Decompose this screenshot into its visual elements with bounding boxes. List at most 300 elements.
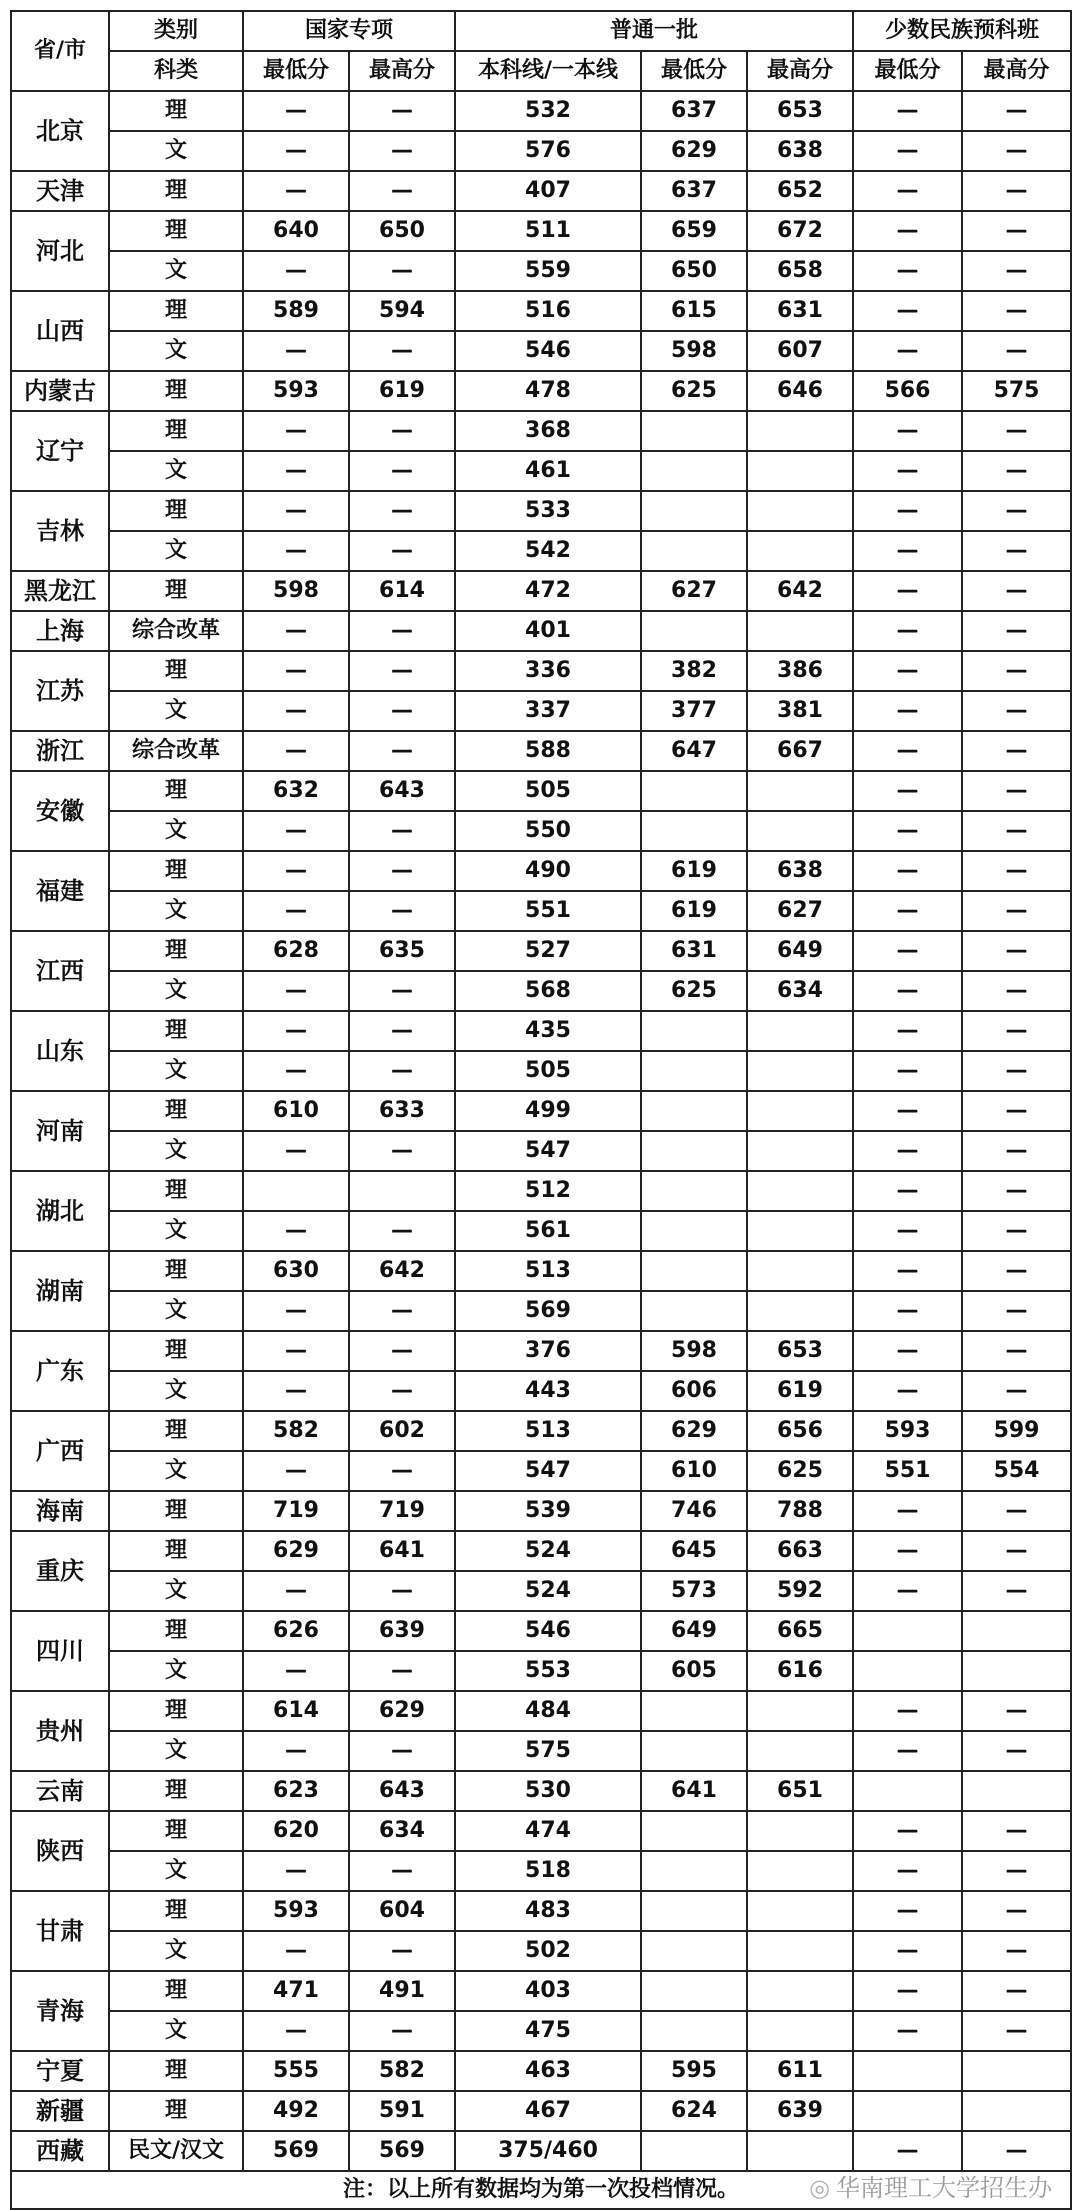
national-max-cell: —: [349, 1851, 455, 1891]
table-row: [11, 91, 1071, 131]
subject-cell: 理: [109, 2091, 243, 2131]
general-max-cell: [747, 1051, 853, 1091]
minority-max-cell: —: [962, 851, 1071, 891]
subject-cell: 理: [109, 1811, 243, 1851]
control-line-cell: 463: [455, 2051, 641, 2091]
minority-max-cell: —: [962, 1691, 1071, 1731]
minority-min-cell: [853, 1651, 962, 1691]
control-line-cell: 576: [455, 131, 641, 171]
province-cell: 吉林: [11, 491, 109, 571]
province-cell: 湖北: [11, 1171, 109, 1251]
minority-min-cell: [853, 2091, 962, 2131]
control-line-cell: 524: [455, 1531, 641, 1571]
national-min-cell: 471: [243, 1971, 349, 2011]
national-min-cell: —: [243, 451, 349, 491]
general-min-cell: 647: [641, 731, 747, 771]
general-max-cell: 627: [747, 891, 853, 931]
minority-max-cell: —: [962, 451, 1071, 491]
national-min-cell: —: [243, 331, 349, 371]
minority-min-cell: [853, 2051, 962, 2091]
control-line-cell: 511: [455, 211, 641, 251]
minority-max-cell: —: [962, 531, 1071, 571]
general-min-cell: 659: [641, 211, 747, 251]
national-max-cell: —: [349, 491, 455, 531]
national-max-cell: —: [349, 1371, 455, 1411]
national-max-cell: [349, 1171, 455, 1211]
general-max-cell: [747, 1131, 853, 1171]
general-min-cell: 615: [641, 291, 747, 331]
table-row: [11, 1571, 1071, 1611]
control-line-cell: 546: [455, 331, 641, 371]
table-row: [11, 1891, 1071, 1931]
minority-max-cell: —: [962, 571, 1071, 611]
control-line-cell: 461: [455, 451, 641, 491]
national-max-cell: 634: [349, 1811, 455, 1851]
table-row: [11, 811, 1071, 851]
national-min-cell: —: [243, 91, 349, 131]
general-max-cell: [747, 491, 853, 531]
table-row: [11, 491, 1071, 531]
watermark: [809, 2176, 1052, 2200]
minority-min-cell: —: [853, 2131, 962, 2171]
national-max-cell: 604: [349, 1891, 455, 1931]
national-max-cell: —: [349, 411, 455, 451]
subject-cell: 文: [109, 891, 243, 931]
national-max-cell: 602: [349, 1411, 455, 1451]
table-row: [11, 971, 1071, 1011]
province-cell: 辽宁: [11, 411, 109, 491]
minority-max-cell: —: [962, 811, 1071, 851]
national-min-cell: 610: [243, 1091, 349, 1131]
minority-min-cell: 593: [853, 1411, 962, 1451]
minority-min-cell: —: [853, 1931, 962, 1971]
minority-min-cell: —: [853, 1811, 962, 1851]
national-min-cell: —: [243, 651, 349, 691]
national-min-cell: —: [243, 811, 349, 851]
province-cell: 甘肃: [11, 1891, 109, 1971]
table-row: [11, 731, 1071, 771]
minority-max-cell: —: [962, 1891, 1071, 1931]
general-max-cell: 656: [747, 1411, 853, 1451]
minority-max-cell: —: [962, 691, 1071, 731]
minority-max-cell: —: [962, 131, 1071, 171]
minority-max-cell: —: [962, 1091, 1071, 1131]
national-max-cell: 719: [349, 1491, 455, 1531]
general-min-cell: [641, 611, 747, 651]
national-min-cell: —: [243, 891, 349, 931]
general-min-cell: 650: [641, 251, 747, 291]
control-line-cell: 569: [455, 1291, 641, 1331]
general-max-cell: [747, 2011, 853, 2051]
general-min-cell: [641, 2011, 747, 2051]
minority-min-cell: —: [853, 1731, 962, 1771]
minority-min-cell: —: [853, 811, 962, 851]
minority-max-cell: —: [962, 1211, 1071, 1251]
general-max-cell: [747, 1931, 853, 1971]
control-line-cell: 403: [455, 1971, 641, 2011]
table-row: [11, 2131, 1071, 2171]
control-line-cell: 575: [455, 1731, 641, 1771]
table-row: [11, 1211, 1071, 1251]
national-min-cell: 623: [243, 1771, 349, 1811]
national-max-cell: 633: [349, 1091, 455, 1131]
table-row: [11, 371, 1071, 411]
national-max-cell: —: [349, 1651, 455, 1691]
national-min-cell: 628: [243, 931, 349, 971]
table-row: [11, 1051, 1071, 1091]
general-max-cell: [747, 1091, 853, 1131]
general-min-cell: 631: [641, 931, 747, 971]
subject-cell: 理: [109, 571, 243, 611]
national-max-cell: —: [349, 531, 455, 571]
province-cell: 新疆: [11, 2091, 109, 2131]
national-max-cell: —: [349, 651, 455, 691]
national-min-cell: 593: [243, 371, 349, 411]
minority-max-cell: —: [962, 1491, 1071, 1531]
table-row: [11, 291, 1071, 331]
subject-cell: 理: [109, 411, 243, 451]
subject-cell: 理: [109, 2051, 243, 2091]
national-min-cell: 569: [243, 2131, 349, 2171]
control-line-cell: 553: [455, 1651, 641, 1691]
header-minority-prep: 少数民族预科班: [853, 11, 1071, 51]
subject-cell: 文: [109, 691, 243, 731]
minority-min-cell: 566: [853, 371, 962, 411]
subject-cell: 理: [109, 651, 243, 691]
general-max-cell: 665: [747, 1611, 853, 1651]
subject-cell: 文: [109, 1451, 243, 1491]
national-min-cell: 629: [243, 1531, 349, 1571]
table-row: [11, 531, 1071, 571]
minority-max-cell: —: [962, 411, 1071, 451]
minority-max-cell: [962, 2091, 1071, 2131]
wechat-icon: ◎: [809, 2174, 831, 2202]
national-min-cell: —: [243, 491, 349, 531]
general-min-cell: 645: [641, 1531, 747, 1571]
general-max-cell: [747, 531, 853, 571]
control-line-cell: 407: [455, 171, 641, 211]
minority-min-cell: 551: [853, 1451, 962, 1491]
national-min-cell: 630: [243, 1251, 349, 1291]
minority-max-cell: 554: [962, 1451, 1071, 1491]
general-max-cell: 386: [747, 651, 853, 691]
general-max-cell: 646: [747, 371, 853, 411]
national-max-cell: —: [349, 971, 455, 1011]
national-min-cell: 589: [243, 291, 349, 331]
general-max-cell: 649: [747, 931, 853, 971]
minority-min-cell: —: [853, 411, 962, 451]
national-max-cell: 641: [349, 1531, 455, 1571]
control-line-cell: 443: [455, 1371, 641, 1411]
header-general-min: 最低分: [641, 51, 747, 91]
minority-max-cell: —: [962, 1331, 1071, 1371]
national-max-cell: —: [349, 691, 455, 731]
control-line-cell: 550: [455, 811, 641, 851]
national-max-cell: 619: [349, 371, 455, 411]
general-max-cell: [747, 1011, 853, 1051]
subject-cell: 理: [109, 1411, 243, 1451]
control-line-cell: 527: [455, 931, 641, 971]
header-subject: 科类: [109, 51, 243, 91]
province-cell: 海南: [11, 1491, 109, 1531]
general-max-cell: 653: [747, 91, 853, 131]
general-max-cell: 788: [747, 1491, 853, 1531]
table-row: [11, 131, 1071, 171]
province-cell: 天津: [11, 171, 109, 211]
minority-min-cell: —: [853, 531, 962, 571]
minority-max-cell: —: [962, 891, 1071, 931]
minority-max-cell: —: [962, 1731, 1071, 1771]
national-max-cell: —: [349, 451, 455, 491]
control-line-cell: 478: [455, 371, 641, 411]
minority-min-cell: —: [853, 1891, 962, 1931]
minority-min-cell: —: [853, 1331, 962, 1371]
general-min-cell: 619: [641, 851, 747, 891]
table-row: [11, 1131, 1071, 1171]
general-max-cell: 638: [747, 851, 853, 891]
general-max-cell: [747, 1691, 853, 1731]
control-line-cell: 368: [455, 411, 641, 451]
subject-cell: 理: [109, 211, 243, 251]
minority-min-cell: —: [853, 1851, 962, 1891]
table-row: [11, 1491, 1071, 1531]
general-max-cell: [747, 1891, 853, 1931]
national-min-cell: 620: [243, 1811, 349, 1851]
province-cell: 河北: [11, 211, 109, 291]
watermark-text: 华南理工大学招生办: [836, 2174, 1053, 2202]
general-max-cell: 642: [747, 571, 853, 611]
minority-max-cell: —: [962, 1131, 1071, 1171]
national-min-cell: 593: [243, 1891, 349, 1931]
subject-cell: 文: [109, 811, 243, 851]
general-min-cell: [641, 1891, 747, 1931]
general-min-cell: 595: [641, 2051, 747, 2091]
header-national-special: 国家专项: [243, 11, 455, 51]
minority-max-cell: 599: [962, 1411, 1071, 1451]
control-line-cell: 490: [455, 851, 641, 891]
minority-max-cell: —: [962, 1251, 1071, 1291]
minority-min-cell: —: [853, 1571, 962, 1611]
national-max-cell: —: [349, 1451, 455, 1491]
minority-min-cell: —: [853, 1091, 962, 1131]
general-max-cell: 381: [747, 691, 853, 731]
province-cell: 西藏: [11, 2131, 109, 2171]
minority-min-cell: [853, 1771, 962, 1811]
control-line-cell: 588: [455, 731, 641, 771]
province-cell: 云南: [11, 1771, 109, 1811]
header-national-min: 最低分: [243, 51, 349, 91]
national-max-cell: —: [349, 611, 455, 651]
province-cell: 四川: [11, 1611, 109, 1691]
control-line-cell: 547: [455, 1131, 641, 1171]
minority-min-cell: —: [853, 171, 962, 211]
minority-min-cell: —: [853, 91, 962, 131]
header-general-max: 最高分: [747, 51, 853, 91]
minority-min-cell: —: [853, 1691, 962, 1731]
minority-min-cell: —: [853, 211, 962, 251]
general-min-cell: 610: [641, 1451, 747, 1491]
national-min-cell: —: [243, 1131, 349, 1171]
minority-min-cell: —: [853, 1371, 962, 1411]
general-min-cell: [641, 1291, 747, 1331]
national-min-cell: —: [243, 1051, 349, 1091]
general-max-cell: 652: [747, 171, 853, 211]
general-max-cell: 638: [747, 131, 853, 171]
general-max-cell: [747, 1211, 853, 1251]
control-line-cell: 547: [455, 1451, 641, 1491]
subject-cell: 理: [109, 1611, 243, 1651]
subject-cell: 文: [109, 971, 243, 1011]
table-note: [11, 2171, 1071, 2209]
province-cell: 浙江: [11, 731, 109, 771]
national-min-cell: —: [243, 691, 349, 731]
subject-cell: 文: [109, 1851, 243, 1891]
national-max-cell: 582: [349, 2051, 455, 2091]
subject-cell: 文: [109, 1291, 243, 1331]
general-min-cell: [641, 1851, 747, 1891]
national-min-cell: 582: [243, 1411, 349, 1451]
minority-max-cell: —: [962, 1531, 1071, 1571]
general-max-cell: 658: [747, 251, 853, 291]
table-row: [11, 1011, 1071, 1051]
national-min-cell: 640: [243, 211, 349, 251]
general-min-cell: 619: [641, 891, 747, 931]
province-cell: 广西: [11, 1411, 109, 1491]
province-cell: 江西: [11, 931, 109, 1011]
header-category: 类别: [109, 11, 243, 51]
table-row: [11, 211, 1071, 251]
national-min-cell: 492: [243, 2091, 349, 2131]
minority-min-cell: —: [853, 1131, 962, 1171]
national-min-cell: 632: [243, 771, 349, 811]
general-min-cell: 382: [641, 651, 747, 691]
minority-max-cell: —: [962, 211, 1071, 251]
control-line-cell: 475: [455, 2011, 641, 2051]
minority-min-cell: —: [853, 251, 962, 291]
province-cell: 江苏: [11, 651, 109, 731]
control-line-cell: 539: [455, 1491, 641, 1531]
subject-cell: 理: [109, 91, 243, 131]
minority-min-cell: —: [853, 651, 962, 691]
table-row: [11, 1771, 1071, 1811]
national-min-cell: —: [243, 1931, 349, 1971]
table-row: [11, 1971, 1071, 2011]
general-min-cell: 637: [641, 91, 747, 131]
subject-cell: 理: [109, 1771, 243, 1811]
table-row: [11, 171, 1071, 211]
general-min-cell: 629: [641, 1411, 747, 1451]
province-cell: 山西: [11, 291, 109, 371]
subject-cell: 文: [109, 331, 243, 371]
national-max-cell: —: [349, 171, 455, 211]
control-line-cell: 376: [455, 1331, 641, 1371]
subject-cell: 理: [109, 931, 243, 971]
subject-cell: 理: [109, 171, 243, 211]
minority-max-cell: —: [962, 971, 1071, 1011]
control-line-cell: 505: [455, 771, 641, 811]
general-max-cell: [747, 1731, 853, 1771]
minority-min-cell: —: [853, 691, 962, 731]
minority-max-cell: [962, 1771, 1071, 1811]
control-line-cell: 532: [455, 91, 641, 131]
general-min-cell: [641, 491, 747, 531]
province-cell: 重庆: [11, 1531, 109, 1611]
national-min-cell: —: [243, 851, 349, 891]
subject-cell: 理: [109, 1691, 243, 1731]
national-max-cell: —: [349, 851, 455, 891]
table-row: [11, 851, 1071, 891]
minority-max-cell: —: [962, 1011, 1071, 1051]
table-row: [11, 611, 1071, 651]
subject-cell: 文: [109, 451, 243, 491]
minority-min-cell: —: [853, 1171, 962, 1211]
national-max-cell: —: [349, 131, 455, 171]
minority-max-cell: —: [962, 1051, 1071, 1091]
subject-cell: 文: [109, 1131, 243, 1171]
national-min-cell: —: [243, 1011, 349, 1051]
general-min-cell: 598: [641, 331, 747, 371]
table-row: [11, 1171, 1071, 1211]
control-line-cell: 516: [455, 291, 641, 331]
minority-min-cell: —: [853, 1531, 962, 1571]
national-min-cell: —: [243, 1291, 349, 1331]
subject-cell: 理: [109, 1171, 243, 1211]
national-max-cell: —: [349, 251, 455, 291]
table-row: [11, 1531, 1071, 1571]
national-min-cell: —: [243, 1851, 349, 1891]
control-line-cell: 513: [455, 1411, 641, 1451]
control-line-cell: 505: [455, 1051, 641, 1091]
general-min-cell: 641: [641, 1771, 747, 1811]
control-line-cell: 484: [455, 1691, 641, 1731]
national-max-cell: —: [349, 1731, 455, 1771]
province-cell: 上海: [11, 611, 109, 651]
province-cell: 北京: [11, 91, 109, 171]
minority-max-cell: —: [962, 1851, 1071, 1891]
general-max-cell: [747, 451, 853, 491]
subject-cell: 理: [109, 1331, 243, 1371]
national-min-cell: —: [243, 1571, 349, 1611]
control-line-cell: 518: [455, 1851, 641, 1891]
province-cell: 青海: [11, 1971, 109, 2051]
control-line-cell: 435: [455, 1011, 641, 1051]
minority-min-cell: —: [853, 891, 962, 931]
minority-max-cell: [962, 2051, 1071, 2091]
table-row: [11, 331, 1071, 371]
national-max-cell: 642: [349, 1251, 455, 1291]
header-control-line: 本科线/一本线: [455, 51, 641, 91]
minority-max-cell: —: [962, 611, 1071, 651]
table-row: [11, 771, 1071, 811]
national-min-cell: —: [243, 171, 349, 211]
national-min-cell: 555: [243, 2051, 349, 2091]
national-max-cell: —: [349, 1131, 455, 1171]
national-min-cell: —: [243, 1451, 349, 1491]
table-row: [11, 1731, 1071, 1771]
national-max-cell: 614: [349, 571, 455, 611]
general-min-cell: 627: [641, 571, 747, 611]
national-max-cell: —: [349, 1931, 455, 1971]
general-min-cell: 573: [641, 1571, 747, 1611]
control-line-cell: 337: [455, 691, 641, 731]
general-max-cell: 651: [747, 1771, 853, 1811]
control-line-cell: 533: [455, 491, 641, 531]
subject-cell: 理: [109, 1531, 243, 1571]
header-minority-min: 最低分: [853, 51, 962, 91]
general-max-cell: 653: [747, 1331, 853, 1371]
minority-min-cell: —: [853, 1491, 962, 1531]
national-max-cell: —: [349, 91, 455, 131]
